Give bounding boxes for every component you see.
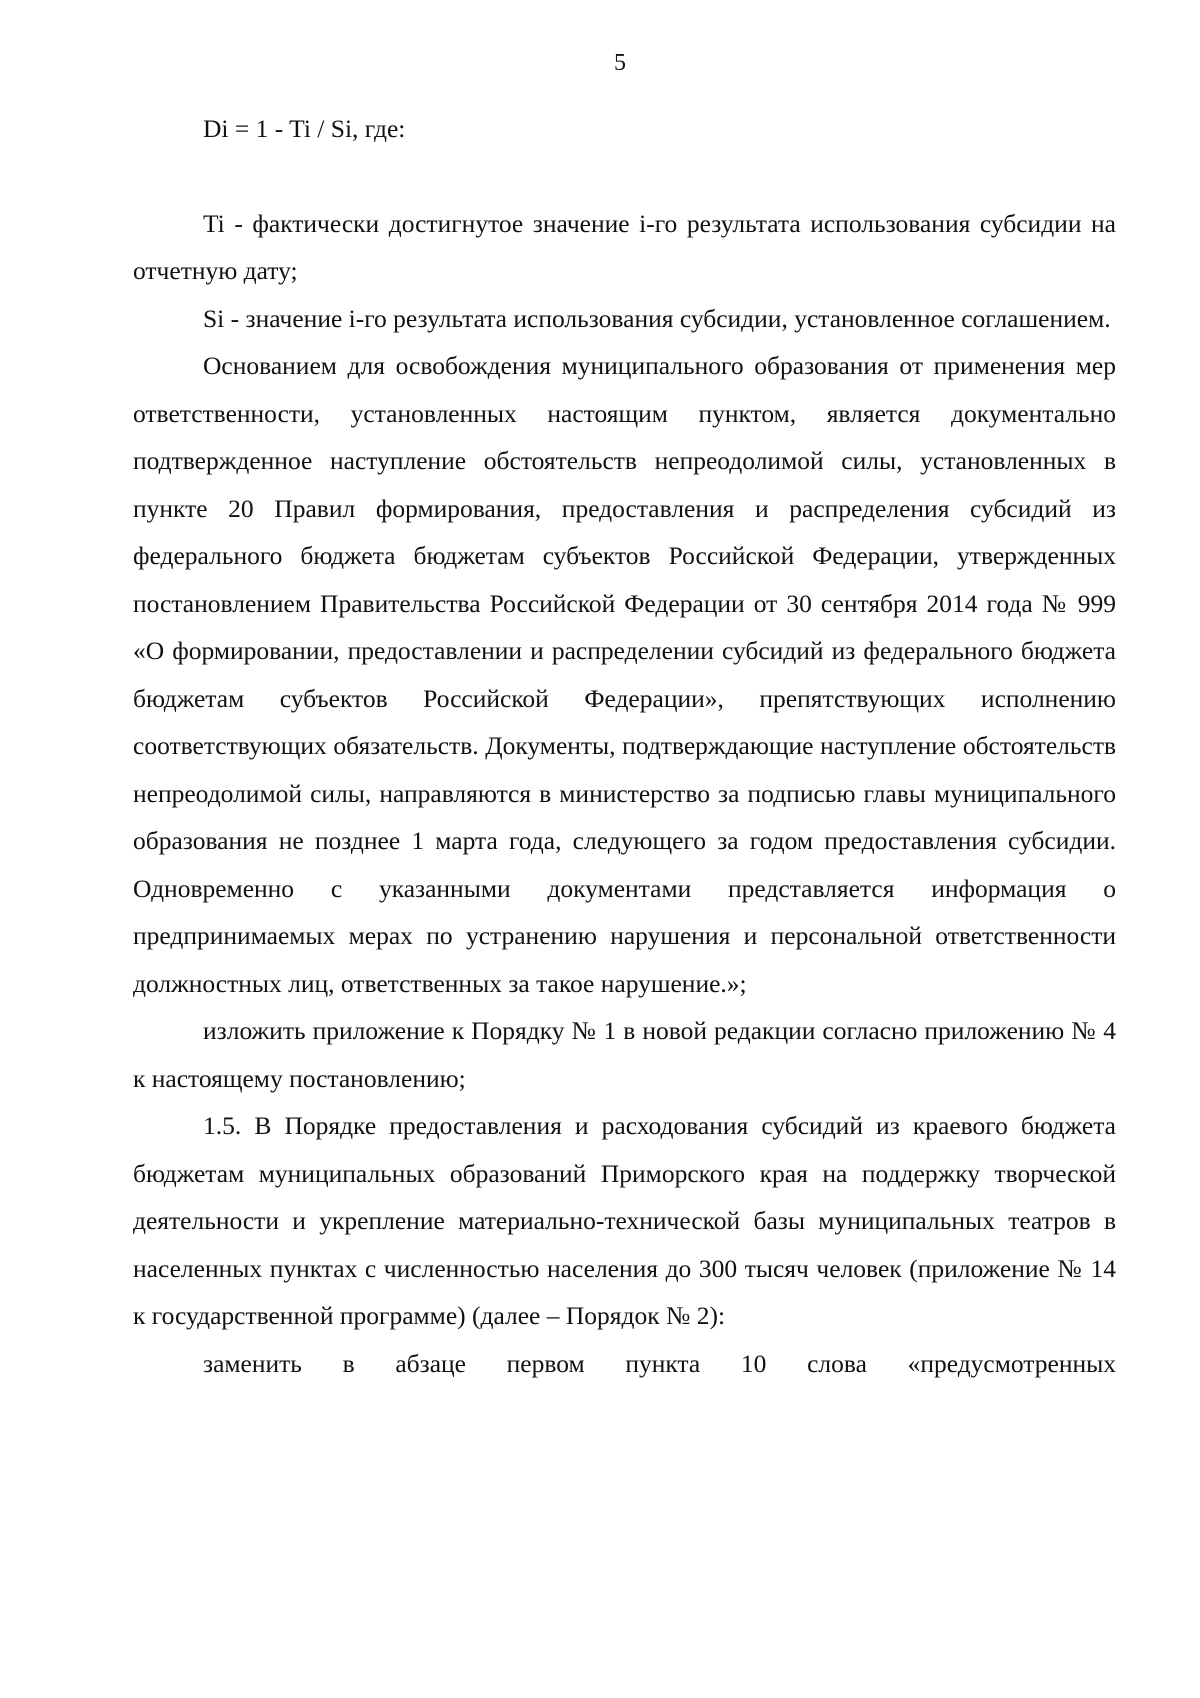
section-1-5-paragraph: 1.5. В Порядке предоставления и расходования субсидий из краевого бюджета бюджетам муниципальных образований Приморского края на поддержку творческой деятельности и укрепление материально-технической базы муниципальных театров в населенных пунктах с численностью населения до 300 тысяч человек (приложение № 14 к государственной программе) (далее – Порядок № 2): <box>133 1111 1116 1330</box>
page-number: 5 <box>614 50 626 76</box>
definition-si-paragraph: Si - значение i-го результата использования субсидии, установленное соглашением. <box>203 303 1111 333</box>
appendix-paragraph: изложить приложение к Порядку № 1 в новой редакции согласно приложению № 4 к настоящему постановлению; <box>133 1016 1116 1093</box>
definition-ti-paragraph: Ti - фактически достигнутое значение i-го результата использования субсидии на отчетную дату; <box>133 208 1116 285</box>
formula-paragraph: Di = 1 - Ti / Si, где: <box>203 114 406 143</box>
force-majeure-paragraph: Основанием для освобождения муниципального образования от применения мер ответственности, установленных настоящим пунктом, является документально подтвержденное наступление обстоятельств непреодолимой силы, установленных в пункте 20 Правил формирования, предоставления и распределения субсидий из федерального бюджета бюджетам субъектов Российской Федерации, утвержденных постановлением Правительства Российской Федерации от 30 сентября 2014 года № 999 «О формировании, предоставлении и распределении субсидий из федерального бюджета бюджетам субъектов Российской Федерации», препятствующих исполнению соответствующих обязательств. Документы, подтверждающие наступление обстоятельств непреодолимой силы, направляются в министерство за подписью главы муниципального образования не позднее 1 марта года, следующего за годом предоставления субсидии. Одновременно с указанными документами представляется информация о предпринимаемых мерах по устранению нарушения и персональной ответственности должностных лиц, ответственных за такое нарушение.»; <box>133 351 1116 998</box>
text-body <box>133 105 1116 1387</box>
replace-words-paragraph: заменить в абзаце первом пункта 10 слова «предусмотренных <box>203 1348 1116 1378</box>
